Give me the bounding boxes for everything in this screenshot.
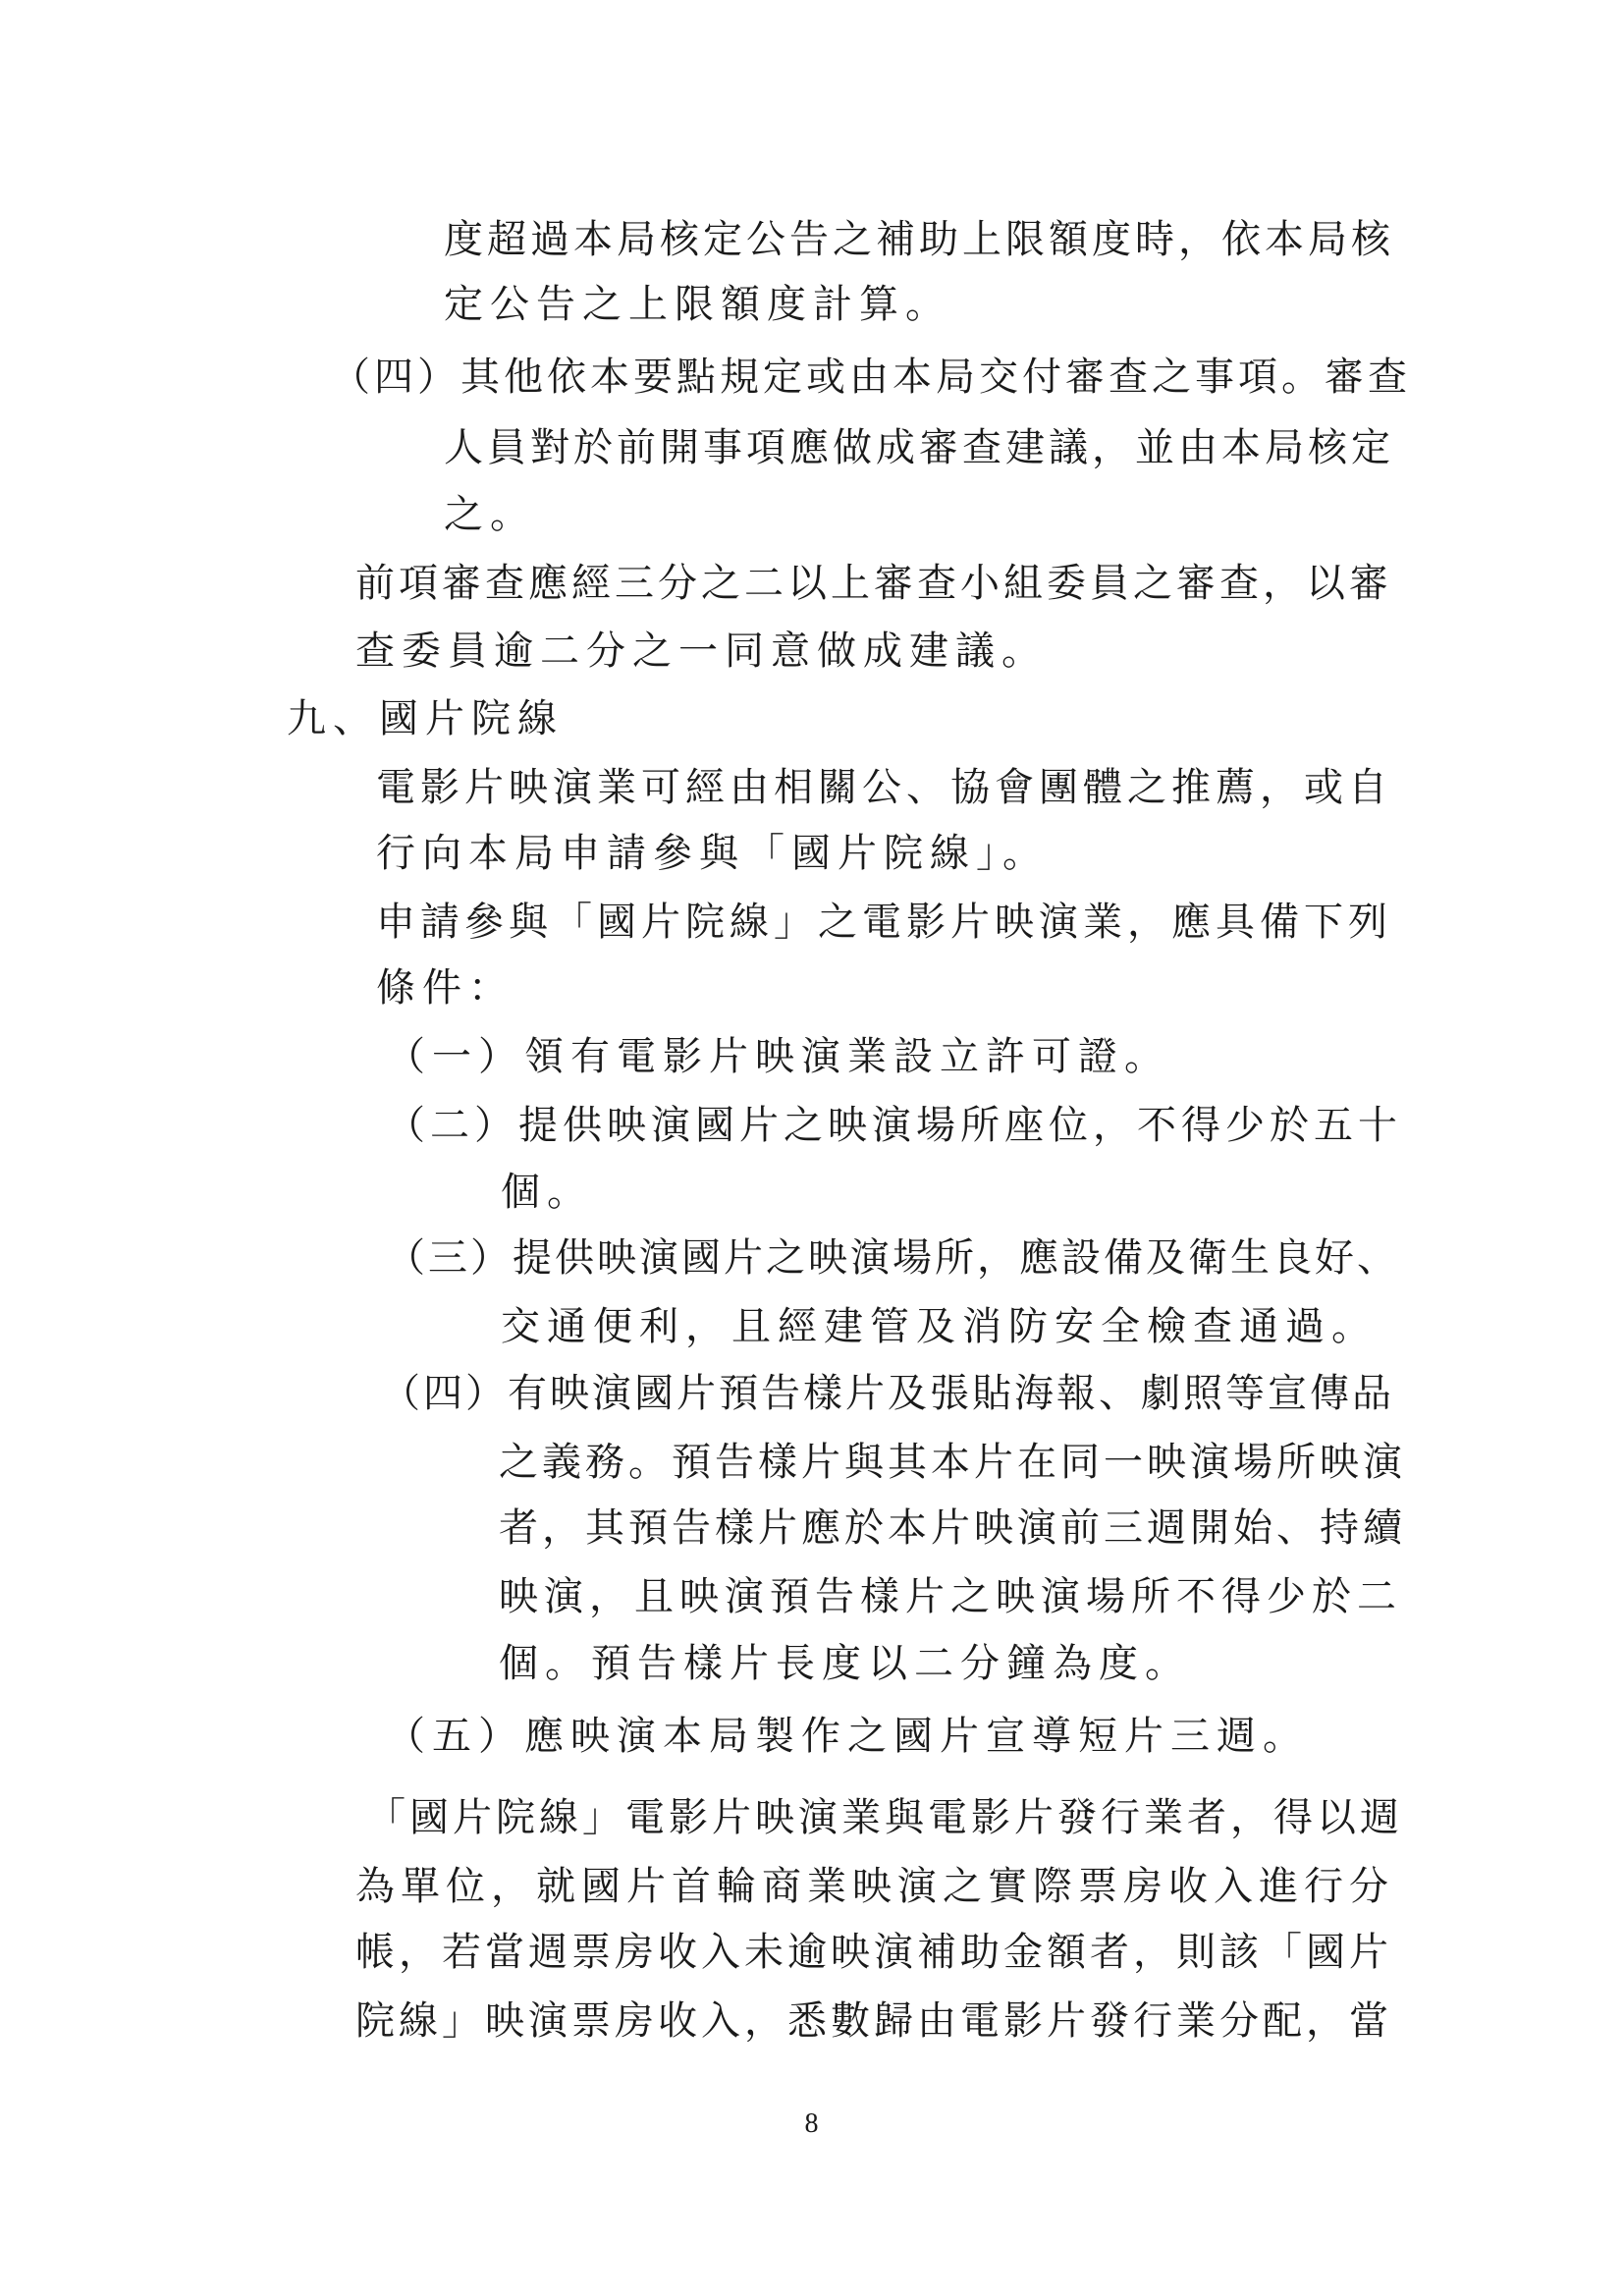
text-line: 電影片映演業可經由相關公、協會團體之推薦，或自: [376, 765, 1392, 810]
text-line: 前項審查應經三分之二以上審查小組委員之審查，以審: [355, 561, 1392, 606]
page-number: 8: [804, 2108, 819, 2139]
section-heading: 九、國片院線: [287, 696, 564, 741]
text-line: 查委員逾二分之一同意做成建議。: [355, 629, 1048, 674]
text-line: 「國片院線」電影片映演業與電影片發行業者，得以週: [366, 1795, 1403, 1840]
text-line: 交通便利，且經建管及消防安全檢查通過。: [501, 1304, 1378, 1349]
text-line: （五）應映演本局製作之國片宣導短片三週。: [386, 1714, 1309, 1759]
text-line: 者，其預告樣片應於本片映演前三週開始、持續: [499, 1505, 1406, 1551]
text-line: 申請參與「國片院線」之電影片映演業，應具備下列: [376, 900, 1392, 945]
text-line: 映演，且映演預告樣片之映演場所不得少於二: [499, 1574, 1402, 1619]
text-line: 人員對於前開事項應做成審查建議，並由本局核定: [444, 425, 1394, 470]
text-line: （一）領有電影片映演業設立許可證。: [386, 1034, 1170, 1079]
text-line: 院線」映演票房收入，悉數歸由電影片發行業分配，當: [355, 1998, 1392, 2044]
text-line: 個。: [501, 1170, 593, 1215]
text-line: （四）其他依本要點規定或由本局交付審查之事項。審查: [331, 355, 1411, 400]
text-line: （四）有映演國片預告樣片及張貼海報、劇照等宣傳品: [381, 1371, 1394, 1416]
text-line: （二）提供映演國片之映演場所座位，不得少於五十: [386, 1103, 1402, 1148]
text-line: 為單位，就國片首輪商業映演之實際票房收入進行分: [355, 1864, 1394, 1909]
text-line: 定公告之上限額度計算。: [444, 282, 951, 327]
text-line: （三）提供映演國片之映演場所，應設備及衛生良好、: [386, 1235, 1399, 1281]
text-line: 度超過本局核定公告之補助上限額度時，依本局核: [444, 217, 1394, 262]
text-line: 個。預告樣片長度以二分鐘為度。: [499, 1641, 1191, 1686]
text-line: 之義務。預告樣片與其本片在同一映演場所映演: [499, 1440, 1406, 1485]
text-line: 帳，若當週票房收入未逾映演補助金額者，則該「國片: [355, 1930, 1392, 1975]
text-line: 之。: [444, 492, 536, 537]
text-line: 條件：: [376, 965, 514, 1011]
text-line: 行向本局申請參與「國片院線」。: [376, 831, 1049, 876]
